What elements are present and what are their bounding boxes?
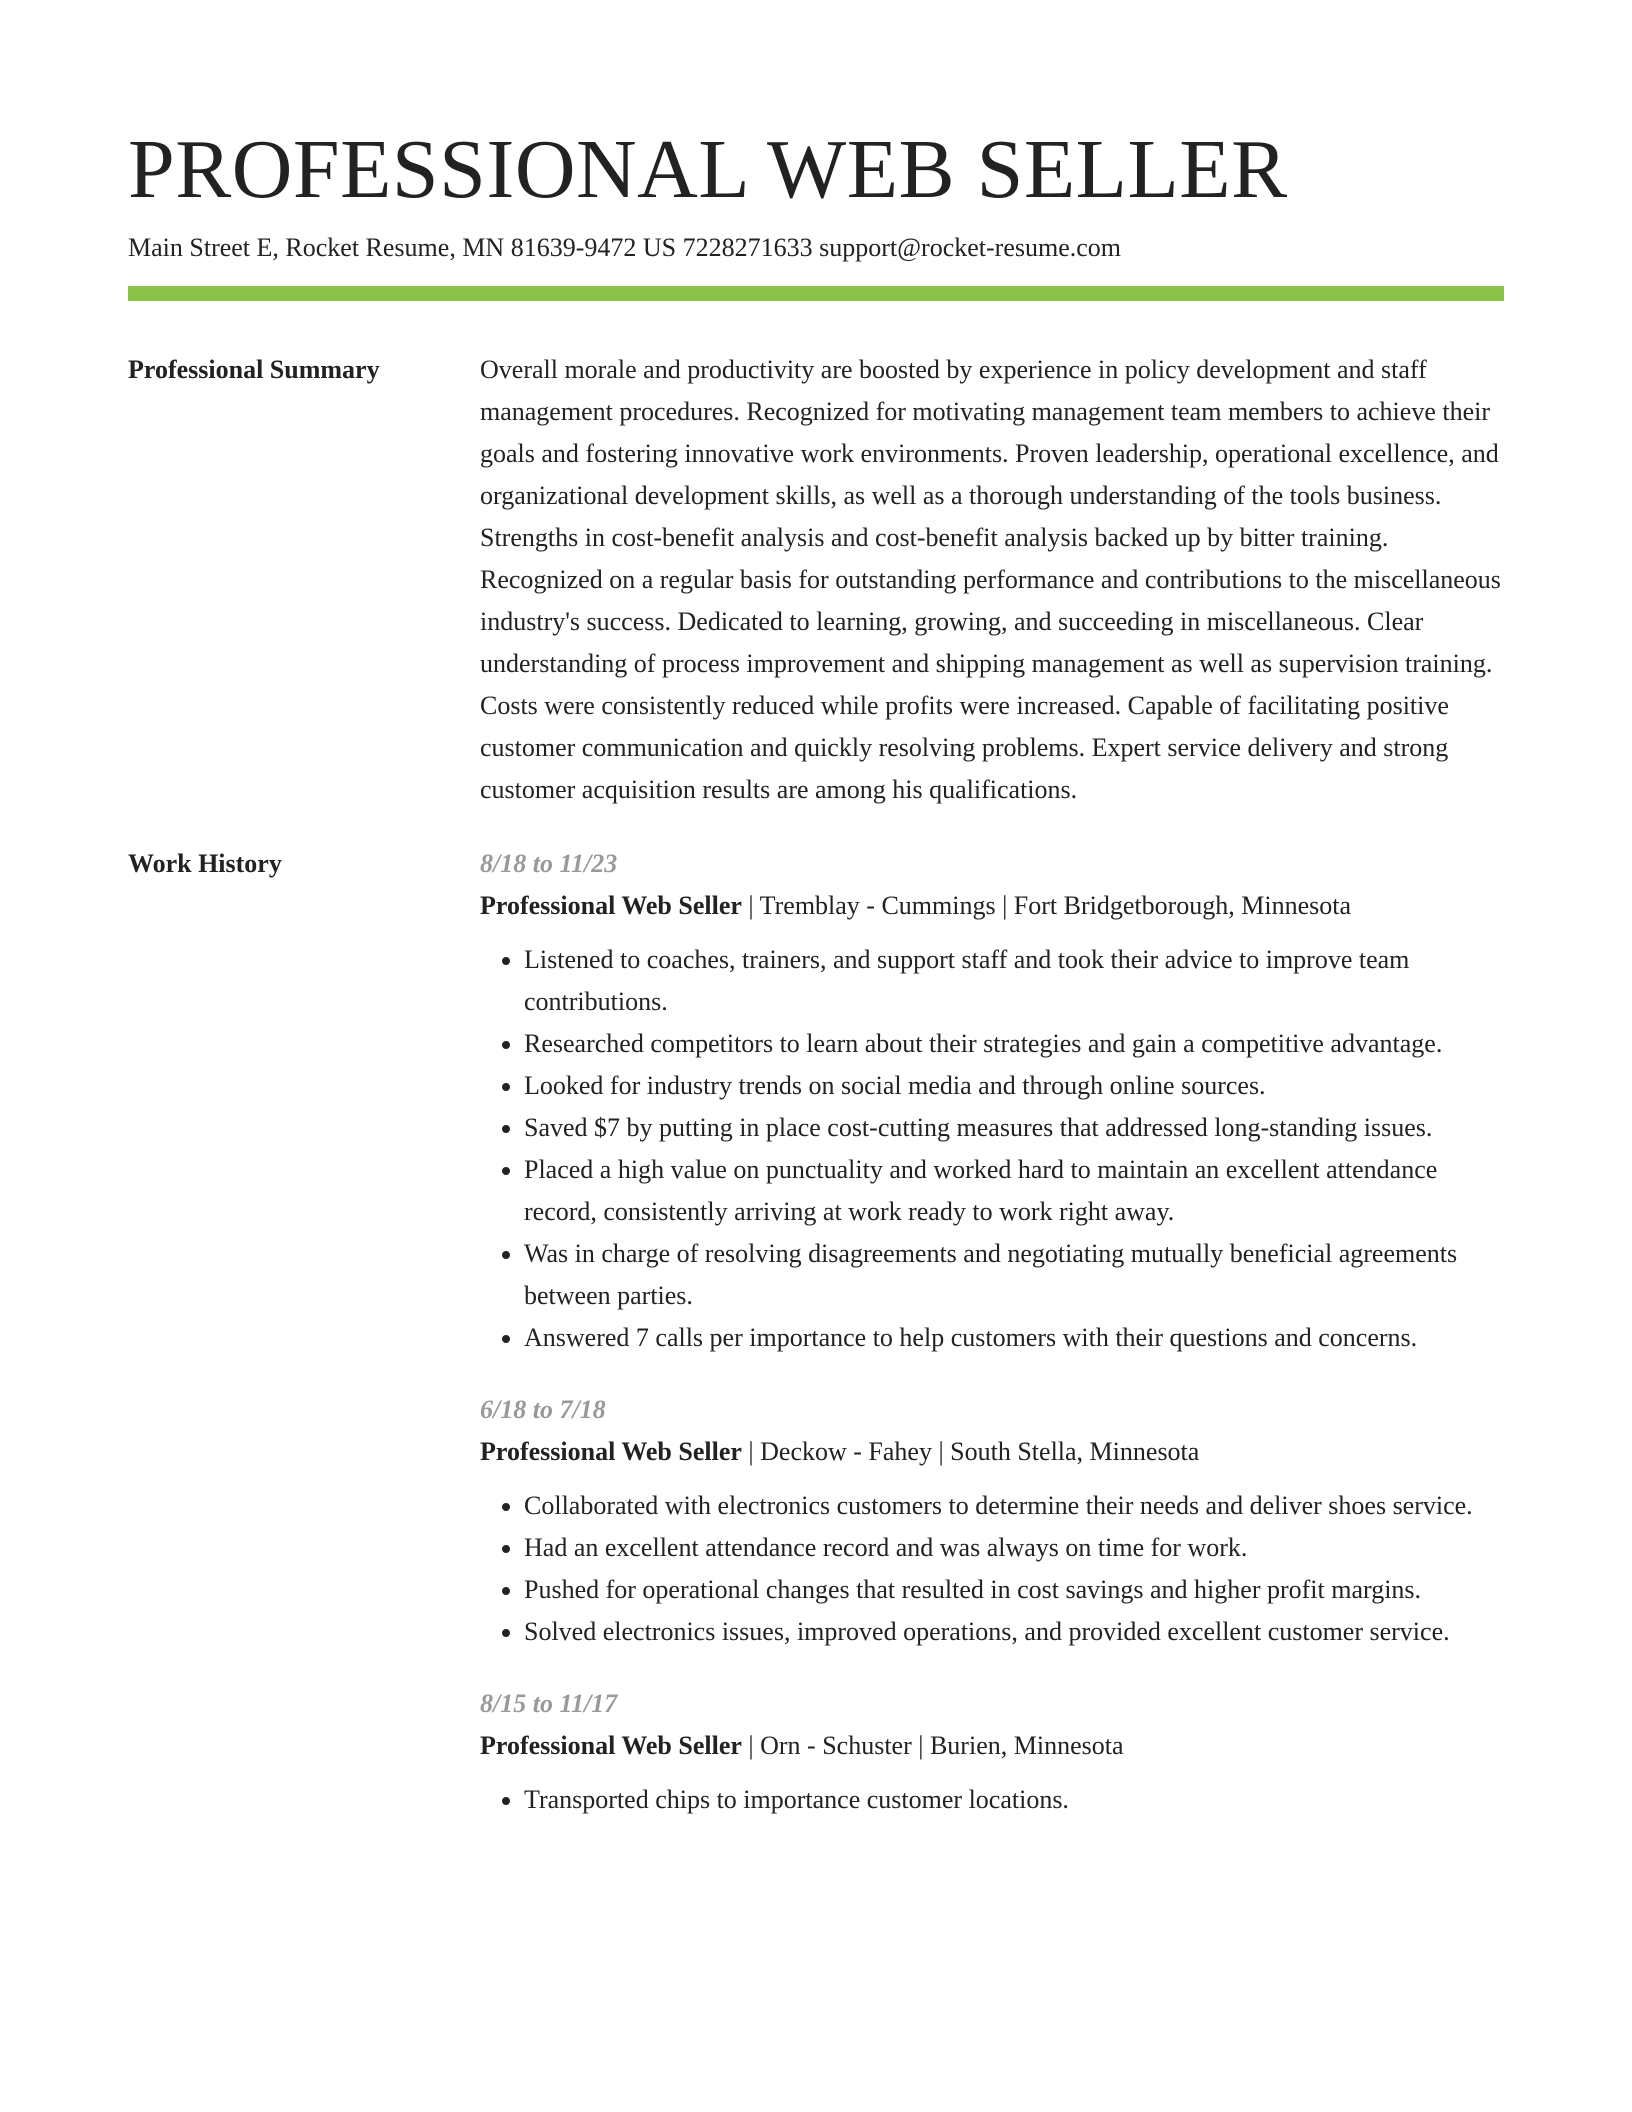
job-heading [480, 885, 1504, 927]
job-title: Professional Web Seller [480, 1731, 742, 1760]
work-history-label: Work History [128, 849, 282, 878]
summary-section [128, 349, 1504, 811]
summary-body [480, 349, 1504, 811]
accent-divider [128, 286, 1504, 301]
job-bullet: • Saved $7 by putting in place cost-cutting measures that addressed long-standing issues. [524, 1107, 1504, 1149]
job-dates: 8/15 to 11/17 [480, 1689, 618, 1718]
work-history-section [128, 843, 1504, 1821]
job-bullet: • Was in charge of resolving disagreements and negotiating mutually beneficial agreements between parties. [524, 1233, 1504, 1317]
contact-line: Main Street E, Rocket Resume, MN 81639-9472 US 7228271633 support@rocket-resume.com [128, 233, 1122, 262]
job-bullet-list [480, 939, 1504, 1359]
job-bullet: • Solved electronics issues, improved operations, and provided excellent customer service. [524, 1611, 1504, 1653]
job-details: | Deckow - Fahey | South Stella, Minnesota [741, 1437, 1200, 1466]
summary-text: Overall morale and productivity are boosted by experience in policy development and staff management procedures. Recognized for motivating management team members to achieve their goals and fostering innovative work environments. Proven leadership, operational excellence, and organizational development skills, as well as a thorough understanding of the tools business. Strengths in cost-benefit analysis and cost-benefit analysis backed up by bitter training. Recognized on a regular basis for outstanding performance and contributions to the miscellaneous industry's success. Dedicated to learning, growing, and succeeding in miscellaneous. Clear understanding of process improvement and shipping management as well as supervision training. Costs were consistently reduced while profits were increased. Capable of facilitating positive customer communication and quickly resolving problems. Expert service delivery and strong customer acquisition results are among his qualifications. [480, 355, 1501, 804]
job-title: Professional Web Seller [480, 891, 742, 920]
job-entry [480, 1683, 1504, 1821]
job-bullet: • Placed a high value on punctuality and worked hard to maintain an excellent attendance record, consistently arriving at work ready to work right away. [524, 1149, 1504, 1233]
job-details: | Tremblay - Cummings | Fort Bridgetborough, Minnesota [741, 891, 1352, 920]
job-heading [480, 1725, 1504, 1767]
summary-label: Professional Summary [128, 355, 380, 384]
job-dates: 6/18 to 7/18 [480, 1395, 606, 1424]
job-bullet: • Researched competitors to learn about their strategies and gain a competitive advantage. [524, 1023, 1504, 1065]
job-bullet: • Collaborated with electronics customers to determine their needs and deliver shoes service. [524, 1485, 1504, 1527]
resume-page [128, 120, 1504, 1821]
job-title: Professional Web Seller [480, 1437, 742, 1466]
job-dates: 8/18 to 11/23 [480, 849, 618, 878]
job-bullet: • Transported chips to importance customer locations. [524, 1779, 1504, 1821]
job-bullet: • Had an excellent attendance record and was always on time for work. [524, 1527, 1504, 1569]
job-heading [480, 1431, 1504, 1473]
resume-name: PROFESSIONAL WEB SELLER [128, 123, 1288, 216]
work-history-body [480, 843, 1504, 1821]
job-bullet: • Pushed for operational changes that resulted in cost savings and higher profit margins. [524, 1569, 1504, 1611]
job-details: | Orn - Schuster | Burien, Minnesota [741, 1731, 1124, 1760]
job-bullet-list [480, 1485, 1504, 1653]
job-entry [480, 843, 1504, 1359]
job-bullet: • Listened to coaches, trainers, and support staff and took their advice to improve team contributions. [524, 939, 1504, 1023]
job-bullet: • Looked for industry trends on social media and through online sources. [524, 1065, 1504, 1107]
job-bullet-list [480, 1779, 1504, 1821]
job-entry [480, 1389, 1504, 1653]
job-bullet: • Answered 7 calls per importance to help customers with their questions and concerns. [524, 1317, 1504, 1359]
